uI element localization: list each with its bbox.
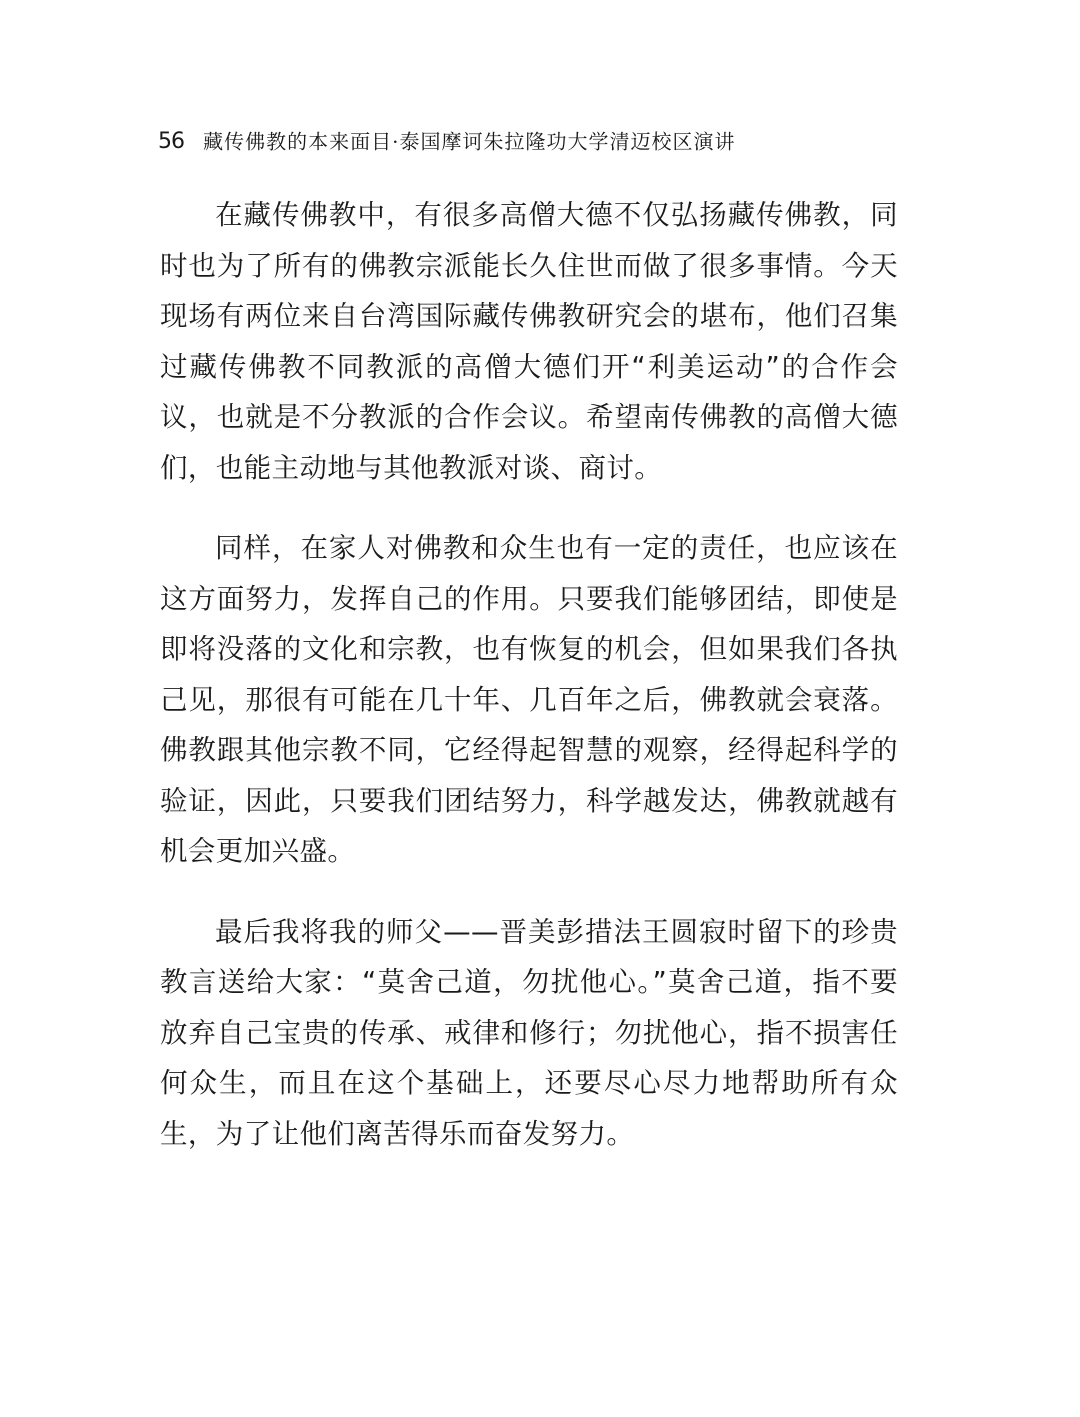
- paragraph: 在藏传佛教中，有很多高僧大德不仅弘扬藏传佛教，同时也为了所有的佛教宗派能长久住世而做了很多事情。今天现场有两位来自台湾国际藏传佛教研究会的堪布，他们召集过藏传佛教不同教派的高僧大德们开“利美运动”的合作会议，也就是不分教派的合作会议。希望南传佛教的高僧大德们，也能主动地与其他教派对谈、商讨。: [160, 199, 898, 484]
- paragraph: 同样，在家人对佛教和众生也有一定的责任，也应该在这方面努力，发挥自己的作用。只要我们能够团结，即使是即将没落的文化和宗教，也有恢复的机会，但如果我们各执己见，那很有可能在几十年、几百年之后，佛教就会衰落。佛教跟其他宗教不同，它经得起智慧的观察，经得起科学的验证，因此，只要我们团结努力，科学越发达，佛教就越有机会更加兴盛。: [160, 532, 898, 867]
- running-title: 藏传佛教的本来面目·泰国摩诃朱拉隆功大学清迈校区演讲: [203, 129, 736, 154]
- page-number: 56: [158, 128, 184, 154]
- paragraph: 最后我将我的师父——晋美彭措法王圆寂时留下的珍贵教言送给大家：“莫舍己道，勿扰他心。”莫舍己道，指不要放弃自己宝贵的传承、戒律和修行；勿扰他心，指不损害任何众生，而且在这个基础上，还要尽心尽力地帮助所有众生，为了让他们离苦得乐而奋发努力。: [160, 915, 898, 1150]
- running-header: [158, 124, 918, 158]
- body-text: [160, 190, 898, 1159]
